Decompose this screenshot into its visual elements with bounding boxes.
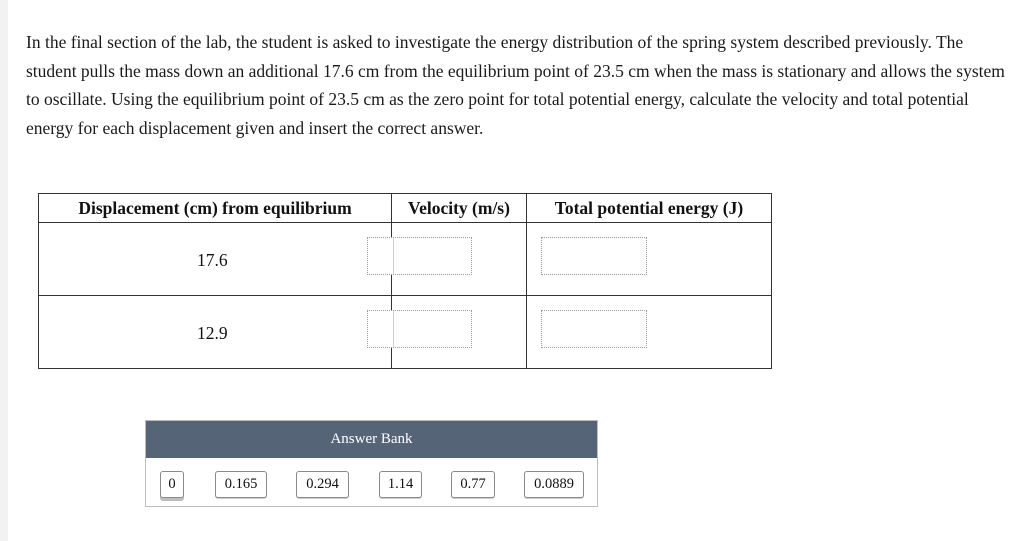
displacement-value: 17.6 (197, 250, 228, 270)
table-row (39, 296, 772, 369)
header-velocity: Velocity (m/s) (392, 194, 527, 223)
answer-chip[interactable]: 0.165 (215, 471, 267, 498)
question-card (8, 0, 1024, 541)
table-header-row (39, 194, 772, 223)
header-displacement: Displacement (cm) from equilibrium (39, 194, 392, 223)
answer-chip[interactable]: 0.77 (451, 471, 495, 498)
potential-energy-drop-target[interactable] (541, 237, 647, 275)
potential-energy-drop-target[interactable] (541, 310, 647, 348)
answer-chip[interactable]: 1.14 (379, 471, 422, 498)
answer-chip[interactable]: 0 (160, 471, 184, 498)
velocity-drop-target[interactable] (367, 310, 472, 348)
header-potential-energy: Total potential energy (J) (527, 194, 772, 223)
answer-bank-title: Answer Bank (146, 421, 597, 458)
velocity-drop-target[interactable] (367, 237, 472, 275)
table-row (39, 223, 772, 296)
answer-bank (145, 420, 598, 507)
answer-chip[interactable]: 0.0889 (524, 471, 584, 498)
answer-chip[interactable]: 0.294 (296, 471, 349, 498)
question-text: In the final section of the lab, the student is asked to investigate the energy distribution of the spring system described previously. The student pulls the mass down an additional 17.6 cm from the equilibrium point of 23.5 cm when the mass is stationary and allows the system to oscillate. Using the equilibrium point of 23.5 cm as the zero point for total potential energy, calculate the velocity and total potential energy for each displacement given and insert the correct answer. (26, 32, 1005, 138)
answer-table (38, 193, 772, 369)
displacement-value: 12.9 (197, 323, 228, 343)
